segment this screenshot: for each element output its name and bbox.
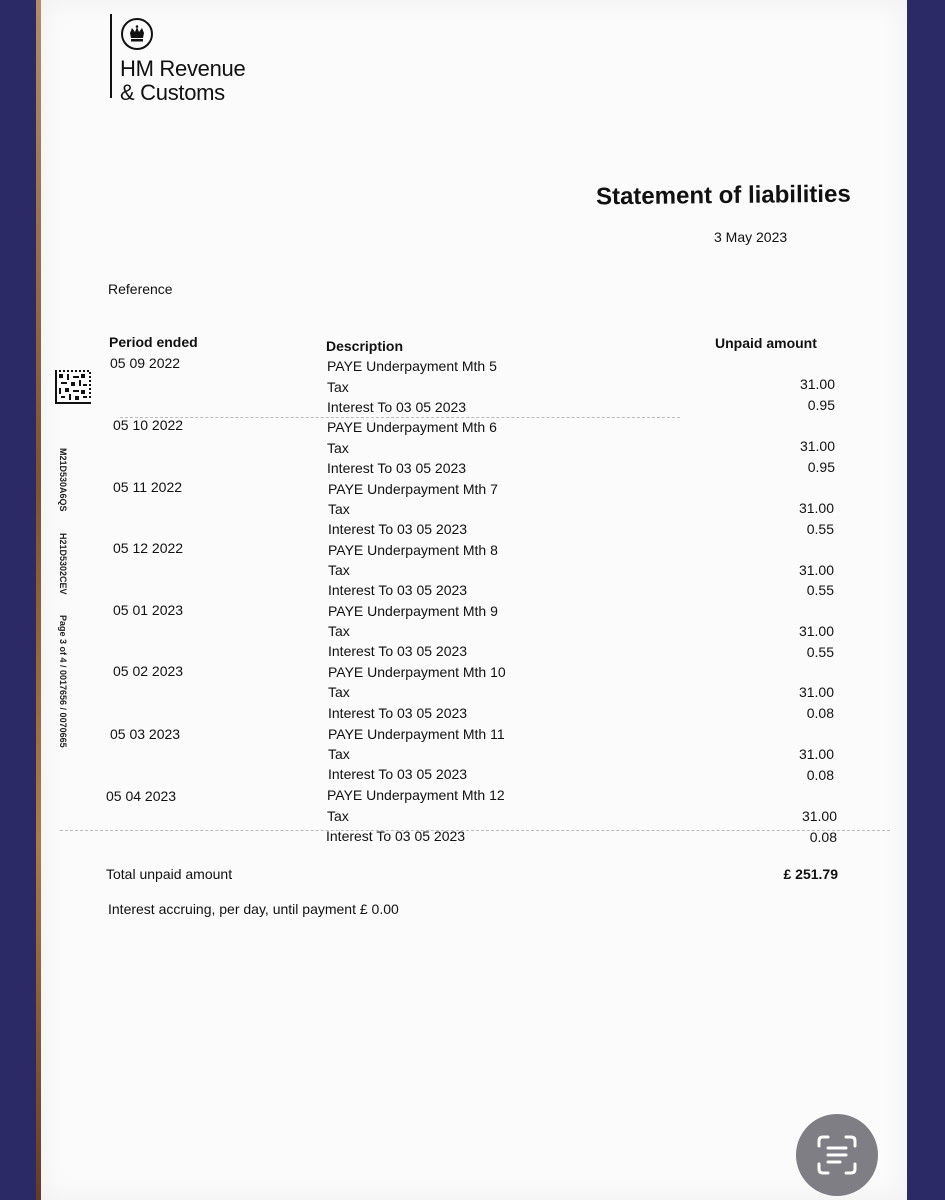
entry-description: PAYE Underpayment Mth 5	[327, 358, 497, 374]
datamatrix-code	[55, 370, 91, 404]
reference-label: Reference	[108, 281, 173, 297]
royal-crest-icon	[121, 18, 153, 50]
column-header-unpaid: Unpaid amount	[715, 335, 817, 351]
column-header-description: Description	[326, 338, 404, 354]
entry-tax-label: Tax	[327, 808, 349, 824]
entry-tax-amount: 31.00	[798, 500, 834, 516]
entry-interest-label: Interest To 03 05 2023	[328, 766, 468, 782]
entry-interest-label: Interest To 03 05 2023	[328, 521, 468, 537]
entry-interest-amount: 0.55	[806, 582, 834, 598]
background-left	[0, 0, 40, 1200]
entry-period: 05 12 2022	[113, 540, 184, 556]
entry-interest-label: Interest To 03 05 2023	[327, 399, 467, 415]
entry-interest-amount: 0.08	[809, 829, 837, 845]
org-name-line1: HM Revenue	[120, 56, 246, 81]
total-label: Total unpaid amount	[106, 866, 233, 882]
entry-interest-label: Interest To 03 05 2023	[328, 643, 468, 659]
entry-tax-label: Tax	[328, 684, 350, 700]
entry-tax-label: Tax	[327, 440, 349, 456]
entry-interest-amount: 0.08	[806, 767, 834, 783]
entry-interest-label: Interest To 03 05 2023	[328, 705, 468, 721]
entry-period: 05 03 2023	[110, 726, 181, 742]
entry-description: PAYE Underpayment Mth 11	[328, 726, 505, 742]
entry-tax-amount: 31.00	[798, 562, 834, 578]
entry-tax-label: Tax	[328, 501, 350, 517]
entry-tax-label: Tax	[327, 379, 349, 395]
entry-tax-amount: 31.00	[799, 376, 835, 392]
text-scan-button[interactable]	[796, 1114, 878, 1196]
entry-description: PAYE Underpayment Mth 7	[328, 481, 498, 497]
fold-line	[120, 417, 680, 418]
entry-tax-amount: 31.00	[798, 684, 834, 700]
org-name-line2: & Customs	[120, 80, 225, 105]
entry-interest-label: Interest To 03 05 2023	[327, 460, 467, 476]
entry-tax-amount: 31.00	[798, 623, 834, 639]
entry-period: 05 10 2022	[113, 417, 184, 433]
entry-tax-label: Tax	[328, 562, 350, 578]
entry-interest-amount: 0.08	[806, 705, 834, 721]
side-margin-page: Page 3 of 4 / 0017656 / 0070665	[58, 615, 68, 748]
fold-line	[60, 830, 890, 831]
document-title: Statement of liabilities	[595, 180, 851, 211]
entry-description: PAYE Underpayment Mth 9	[328, 603, 498, 619]
entry-interest-amount: 0.55	[806, 521, 834, 537]
entry-period: 05 02 2023	[113, 663, 184, 679]
entry-period: 05 09 2022	[110, 355, 181, 371]
entry-tax-label: Tax	[328, 746, 350, 762]
entry-description: PAYE Underpayment Mth 10	[328, 664, 506, 680]
entry-interest-label: Interest To 03 05 2023	[326, 828, 466, 844]
entry-period: 05 11 2022	[113, 479, 183, 495]
text-scan-icon	[815, 1133, 859, 1177]
entry-tax-amount: 31.00	[799, 438, 835, 454]
document-page	[41, 0, 907, 1200]
interest-accruing-note: Interest accruing, per day, until payment £ 0.00	[108, 901, 399, 917]
total-amount: £ 251.79	[783, 866, 838, 882]
entry-interest-label: Interest To 03 05 2023	[328, 582, 468, 598]
entry-tax-label: Tax	[328, 623, 350, 639]
entry-description: PAYE Underpayment Mth 8	[328, 542, 498, 558]
side-margin-code2: H21D5302CEV	[58, 533, 68, 595]
entry-tax-amount: 31.00	[801, 808, 837, 824]
column-header-period: Period ended	[109, 334, 198, 350]
entry-period: 05 01 2023	[113, 602, 184, 618]
background-right	[907, 0, 945, 1200]
entry-interest-amount: 0.55	[806, 644, 834, 660]
entry-description: PAYE Underpayment Mth 12	[327, 787, 505, 803]
entry-description: PAYE Underpayment Mth 6	[327, 419, 497, 435]
entry-interest-amount: 0.95	[807, 397, 835, 413]
entry-interest-amount: 0.95	[807, 459, 835, 475]
statement-date: 3 May 2023	[714, 229, 788, 245]
entry-period: 05 04 2023	[106, 788, 177, 804]
logo-rule	[110, 14, 112, 98]
side-margin-code1: M21D530A6QS	[58, 448, 68, 512]
entry-tax-amount: 31.00	[798, 746, 834, 762]
